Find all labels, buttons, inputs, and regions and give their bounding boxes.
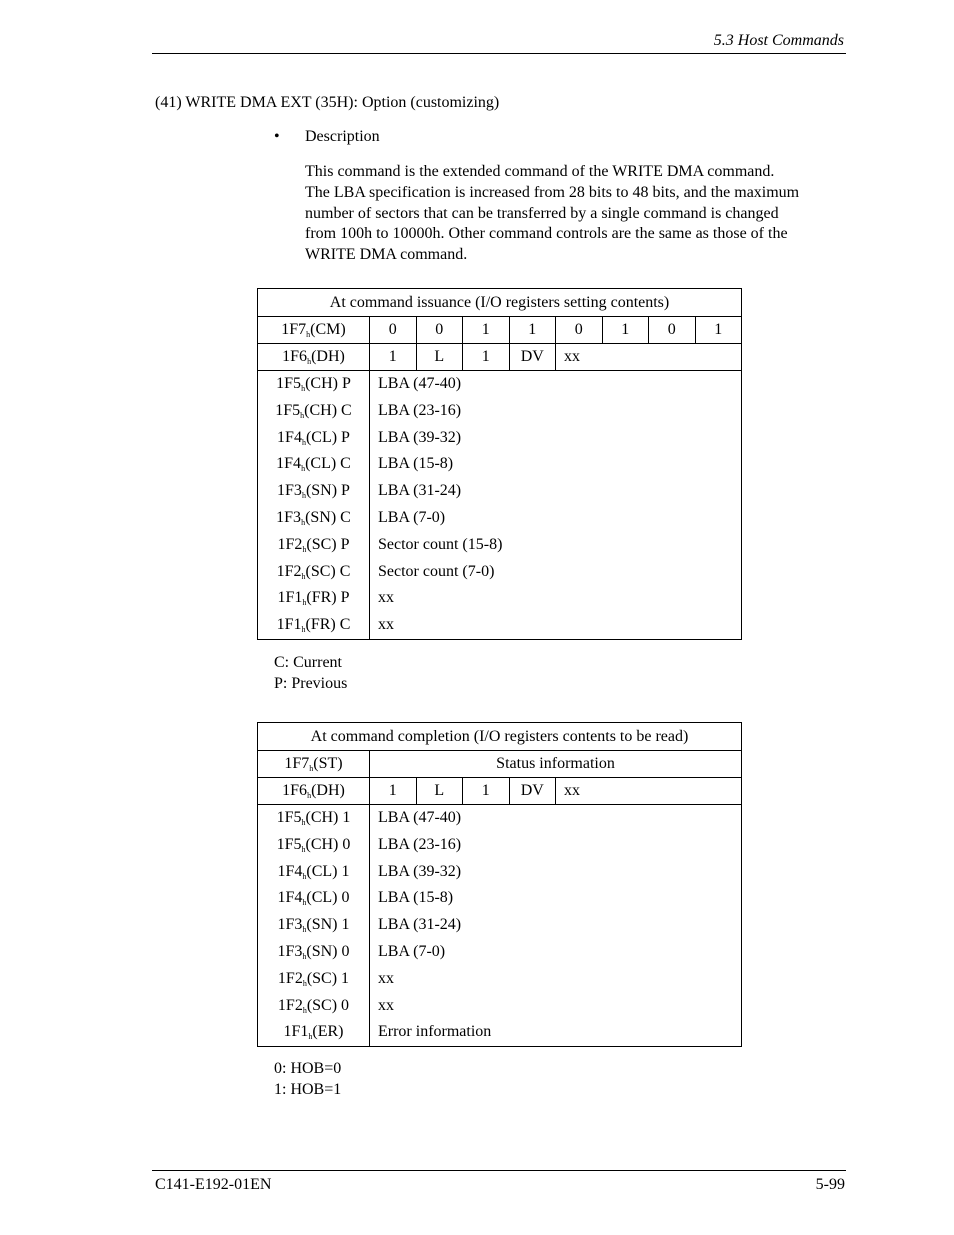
dh-bit-5: 1 bbox=[463, 344, 510, 371]
register-label: $1F4_h(CL)$ 0 bbox=[277, 889, 350, 908]
bit-2: 1 bbox=[602, 317, 649, 344]
dh-bit-6: L bbox=[416, 344, 463, 371]
bit-6: 0 bbox=[416, 317, 463, 344]
register-value-list bbox=[370, 805, 742, 1047]
register-value: LBA (39-32) bbox=[378, 862, 462, 880]
register-label: $1F4_h(CL)$ P bbox=[277, 428, 350, 447]
dh-bit-4: DV bbox=[509, 344, 556, 371]
register-label: $1F6_h(DH)$ bbox=[258, 344, 370, 371]
bit-0: 1 bbox=[695, 317, 742, 344]
bullet-label: Description bbox=[305, 128, 380, 145]
register-value: LBA (31-24) bbox=[378, 482, 462, 500]
register-value: LBA (47-40) bbox=[378, 375, 462, 392]
note: 0: HOB=0 bbox=[274, 1060, 342, 1077]
register-value: xx bbox=[378, 969, 394, 987]
note: C: Current bbox=[274, 654, 342, 671]
description-line: WRITE DMA command. bbox=[305, 246, 468, 264]
bit-5: 1 bbox=[463, 317, 510, 344]
register-label: $1F5_h(CH)$ 1 bbox=[276, 809, 351, 827]
document-id: C141-E192-01EN bbox=[155, 1176, 272, 1193]
register-label: $1F7_h(ST)$ bbox=[258, 751, 370, 778]
register-label-list bbox=[258, 805, 370, 1047]
register-value: LBA (7-0) bbox=[378, 508, 446, 526]
register-value: LBA (23-16) bbox=[378, 401, 462, 419]
bullet-icon: • bbox=[274, 128, 280, 145]
register-value: xx bbox=[378, 996, 394, 1014]
description-line: number of sectors that can be transferred by a single command is changed bbox=[305, 204, 779, 222]
register-value: LBA (15-8) bbox=[378, 455, 454, 473]
register-label: $1F1_h(FR)$ P bbox=[277, 589, 350, 608]
register-label: $1F6_h(DH)$ bbox=[258, 778, 370, 805]
table-caption: At command issuance (I/O registers setting contents) bbox=[258, 289, 742, 317]
note: P: Previous bbox=[274, 675, 348, 692]
register-label: $1F3_h(SN)$ 1 bbox=[277, 916, 350, 935]
register-value: LBA (39-32) bbox=[378, 428, 462, 446]
dh-bit-5: 1 bbox=[463, 778, 510, 805]
register-value: LBA (15-8) bbox=[378, 889, 454, 907]
register-value: Sector count (15-8) bbox=[378, 535, 503, 553]
register-value: Sector count (7-0) bbox=[378, 562, 495, 580]
bit-3: 0 bbox=[556, 317, 603, 344]
bit-1: 0 bbox=[649, 317, 696, 344]
register-label: $1F4_h(CL)$ C bbox=[276, 455, 351, 474]
dh-bit-7: 1 bbox=[370, 344, 417, 371]
register-label: $1F7_h(CM)$ bbox=[258, 317, 370, 344]
register-value: LBA (47-40) bbox=[378, 809, 462, 826]
issuance-register-table bbox=[257, 288, 742, 640]
register-label: $1F2_h(SC)$ 0 bbox=[277, 996, 350, 1015]
register-label: $1F1_h(ER)$ bbox=[283, 1023, 344, 1042]
register-value-list bbox=[370, 371, 742, 640]
section-title: (41) WRITE DMA EXT (35H): Option (customizing) bbox=[155, 94, 500, 111]
register-label: $1F4_h(CL)$ 1 bbox=[277, 862, 350, 881]
bit-4: 1 bbox=[509, 317, 556, 344]
dh-bit-7: 1 bbox=[370, 778, 417, 805]
footer-rule bbox=[152, 1170, 846, 1171]
register-label: $1F3_h(SN)$ C bbox=[276, 508, 351, 527]
register-label: $1F1_h(FR)$ C bbox=[276, 616, 351, 635]
description-line: from 100h to 10000h. Other command controls are the same as those of the bbox=[305, 225, 788, 243]
register-value: LBA (31-24) bbox=[378, 916, 462, 934]
table-caption: At command completion (I/O registers contents to be read) bbox=[258, 723, 742, 751]
description-line: The LBA specification is increased from 28 bits to 48 bits, and the maximum bbox=[305, 183, 800, 201]
description bbox=[305, 162, 845, 266]
register-label: $1F5_h(CH)$ P bbox=[276, 375, 351, 393]
dh-rest: xx bbox=[556, 344, 742, 371]
dh-rest: xx bbox=[556, 778, 742, 805]
header-rule bbox=[152, 53, 846, 54]
register-label: $1F2_h(SC)$ 1 bbox=[277, 969, 350, 988]
register-label: $1F3_h(SN)$ P bbox=[277, 482, 350, 501]
register-value: LBA (7-0) bbox=[378, 942, 446, 960]
register-value: xx bbox=[378, 616, 394, 634]
page-number: 5-99 bbox=[815, 1176, 845, 1193]
register-label: $1F5_h(CH)$ 0 bbox=[276, 835, 351, 854]
bit-7: 0 bbox=[370, 317, 417, 344]
running-header: 5.3 Host Commands bbox=[713, 32, 844, 49]
register-value: LBA (23-16) bbox=[378, 835, 462, 853]
register-label: $1F3_h(SN)$ 0 bbox=[277, 942, 350, 961]
note: 1: HOB=1 bbox=[274, 1081, 342, 1098]
register-label: $1F2_h(SC)$ C bbox=[276, 562, 351, 581]
register-label: $1F5_h(CH)$ C bbox=[275, 401, 352, 420]
register-label: $1F2_h(SC)$ P bbox=[277, 535, 350, 554]
dh-bit-4: DV bbox=[509, 778, 556, 805]
status-information: Status information bbox=[370, 751, 742, 778]
register-label-list bbox=[258, 371, 370, 640]
table1-notes bbox=[274, 652, 347, 694]
table2-notes bbox=[274, 1058, 341, 1100]
completion-register-table bbox=[257, 722, 742, 1047]
dh-bit-6: L bbox=[416, 778, 463, 805]
description-line: This command is the extended command of the WRITE DMA command. bbox=[305, 163, 775, 180]
register-value: xx bbox=[378, 589, 394, 607]
register-value: Error information bbox=[378, 1023, 492, 1041]
